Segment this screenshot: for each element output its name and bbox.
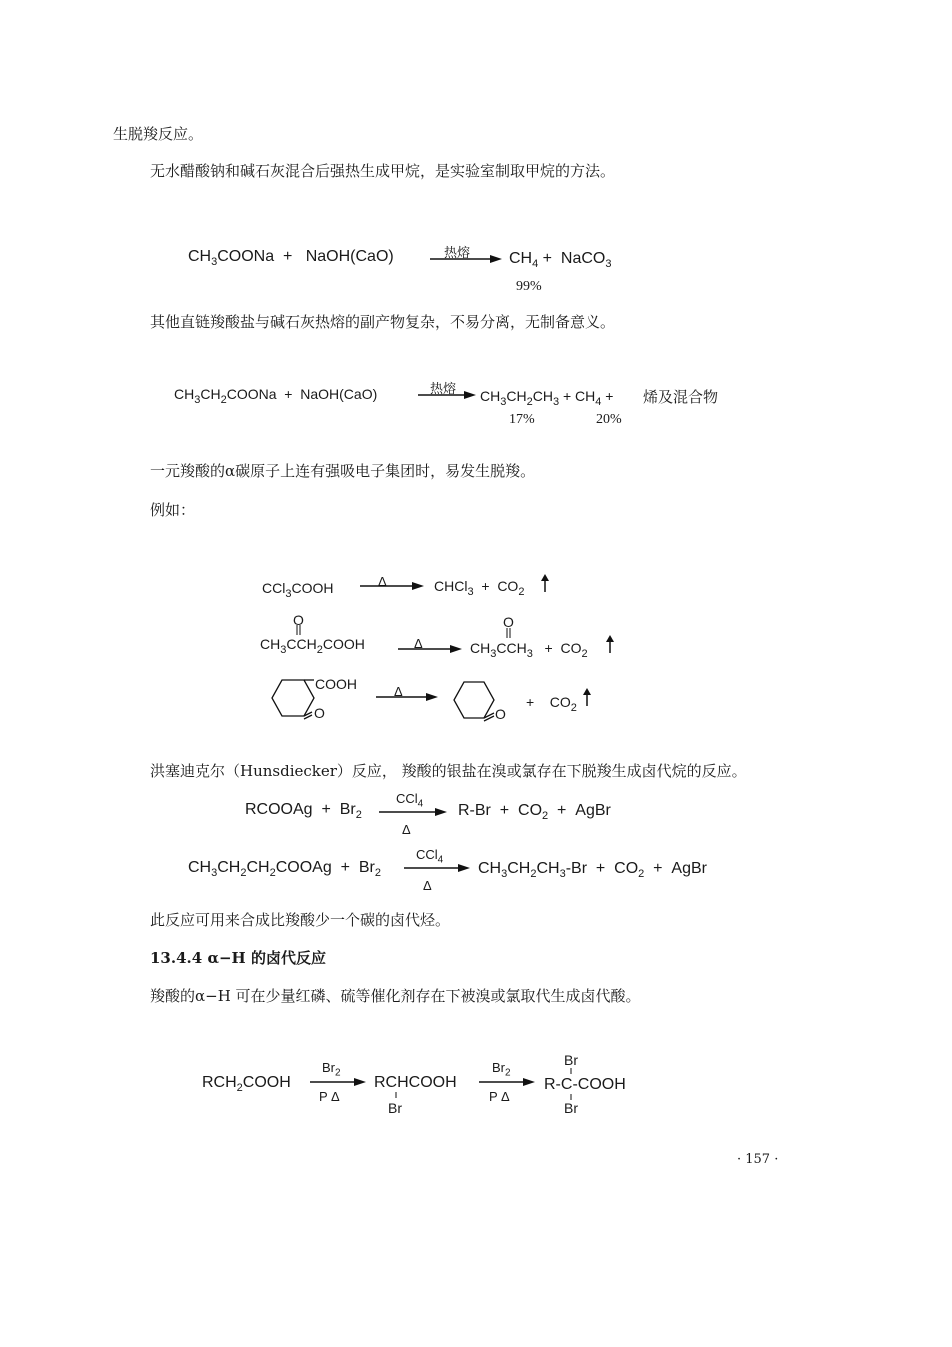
reaction-4-arrow [398,643,462,655]
reaction-7-right: $CH_3CH_2CH_3-Br + CO_2$ + AgBr [478,860,707,881]
text-line-5: 例如： [150,501,196,519]
reaction-1-right: $CH_4$ + NaCO$_3$ [509,250,612,271]
reaction-4-gas-arrow [606,635,614,653]
reaction-8-bond-top [569,1068,573,1076]
reaction-2-yield-2: 20% [596,412,622,427]
text-line-1: 生脱羧反应。 [113,125,204,143]
reaction-2-tail: 烯及混合物 [643,388,719,406]
reaction-4-delta: Δ [414,636,423,651]
reaction-8-top-br: Br [564,1052,578,1068]
reaction-6-arrow [379,806,447,818]
reaction-7-reagent: CCl$_4$ [416,847,444,866]
reaction-4-carbonyl-left [295,625,303,635]
reaction-4-oxygen-left: O [293,612,304,628]
reaction-1-arrow [430,252,502,266]
reaction-6-reagent: CCl$_4$ [396,791,424,810]
reaction-2-condition: 热熔 [430,381,457,396]
reaction-8-middle: RCHCOOH [374,1074,457,1091]
reaction-8-arrow-1 [310,1076,366,1088]
reaction-2-left: $CH_3CH_2COONa$ + NaOH(CaO) [174,386,378,406]
reaction-7-arrow [404,862,470,874]
section-title: α−H 的卤代反应 [207,949,326,967]
reaction-6-condition: Δ [402,822,411,837]
reaction-5-delta: Δ [394,684,403,699]
reaction-3-arrow [360,580,424,592]
reaction-7-condition: Δ [423,878,432,893]
section-heading [150,948,326,968]
page-number: · 157 · [737,1152,779,1167]
reaction-1-yield: 99% [516,279,542,294]
reaction-8-middle-br: Br [388,1100,402,1116]
reaction-5-cooh: COOH [315,676,357,692]
reaction-1-condition: 热熔 [444,245,471,260]
reaction-8-arrow-2 [479,1076,535,1088]
reaction-5-arrow [376,691,438,703]
reaction-6-right: $R-Br + CO_2$ + AgBr [458,802,611,823]
reaction-3-right: CHCl$_3$ + $CO_2$ [434,578,525,598]
text-line-4: 一元羧酸的α碳原子上连有强吸电子集团时，易发生脱羧。 [150,462,536,480]
text-line-6: 洪塞迪克尔（Hunsdiecker）反应， 羧酸的银盐在溴或氯存在下脱羧生成卤代烷的反应。 [150,762,747,780]
reaction-8-condition-1: P Δ [319,1089,340,1104]
reaction-2-right: $CH_3CH_2CH_3 + CH_4$ + [480,388,614,408]
reaction-8-bond-middle [394,1092,398,1100]
reaction-4-right: $CH_3CCH_3 + CO_2$ [470,640,588,660]
reaction-2-yield-1: 17% [509,412,535,427]
reaction-6-left: RCOOAg + $Br_2$ [245,801,362,822]
reaction-3-left: CCl$_3$COOH [262,580,334,600]
reaction-8-reagent-2: $Br_2$ [492,1060,511,1079]
reaction-8-condition-2: P Δ [489,1089,510,1104]
reaction-1-left: $CH_3COONa$ + NaOH(CaO) [188,248,394,269]
reaction-3-gas-arrow [541,574,549,592]
reaction-5-oxygen-left: O [314,705,325,721]
reaction-3-delta: Δ [378,574,387,589]
reaction-5-gas-arrow [583,688,591,706]
reaction-8-bottom-br: Br [564,1100,578,1116]
reaction-2-arrow [418,389,476,401]
text-line-3: 其他直链羧酸盐与碱石灰热熔的副产物复杂，不易分离，无制备意义。 [150,313,616,331]
text-line-8: 羧酸的α−H 可在少量红磷、硫等催化剂存在下被溴或氯取代生成卤代酸。 [150,987,641,1005]
reaction-4-oxygen-right: O [503,614,514,630]
reaction-4-carbonyl-right [505,628,513,638]
text-line-2: 无水醋酸钠和碱石灰混合后强热生成甲烷，是实验室制取甲烷的方法。 [150,162,616,180]
text-line-7: 此反应可用来合成比羧酸少一个碳的卤代烃。 [150,911,451,929]
reaction-8-reagent-1: $Br_2$ [322,1060,341,1079]
reaction-7-left: $CH_3CH_2CH_2COOAg + Br_2$ [188,859,381,880]
reaction-4-left: $CH_3CCH_2COOH$ [260,636,365,656]
reaction-5-right: + $CO_2$ [526,694,577,714]
reaction-5-oxygen-right: O [495,706,506,722]
reaction-5-ring-right [448,678,500,726]
section-number: 13.4.4 [150,949,203,967]
reaction-8-start: $RCH_2COOH$ [202,1074,291,1095]
reaction-8-product: R-C-COOH [544,1076,626,1093]
